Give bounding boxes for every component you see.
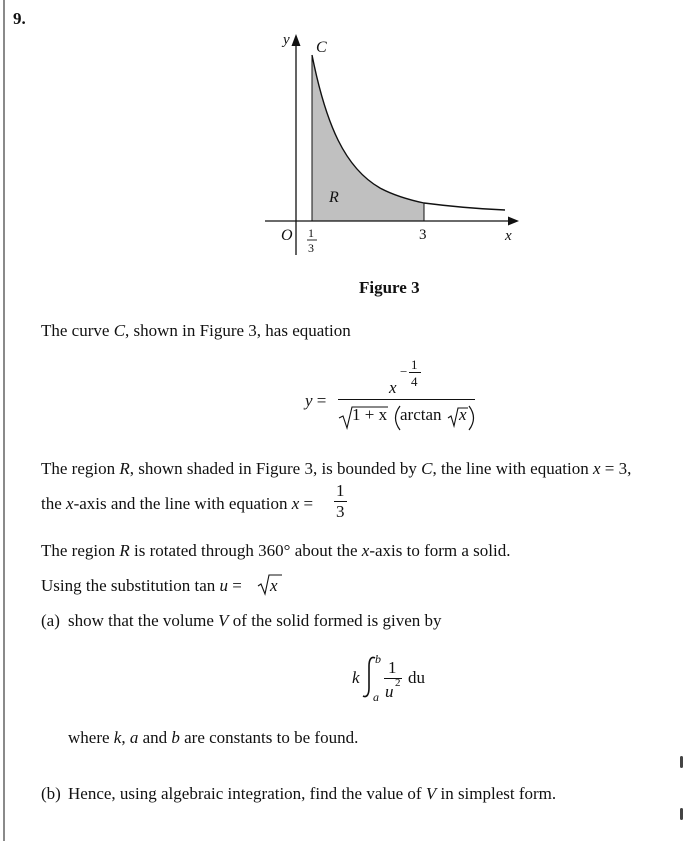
intro-text: The curve C, shown in Figure 3, has equation xyxy=(41,321,351,340)
figure-caption: Figure 3 xyxy=(359,278,420,297)
substitution-text: Using the substitution tan u = xyxy=(41,576,242,595)
integral-denominator-base: u xyxy=(385,682,394,701)
equation-exponent-sign: − xyxy=(400,364,408,379)
equation-denominator-arg: x xyxy=(459,405,467,424)
equation-denominator-root: 1 + x xyxy=(352,405,388,424)
part-b-label: (b) xyxy=(41,784,61,803)
region-text-line1: The region R, shown shaded in Figure 3, is bounded by C, the line with equation x = 3, xyxy=(41,459,632,478)
question-number: 9. xyxy=(13,9,26,28)
right-paren-icon xyxy=(469,406,474,430)
integral-differential: du xyxy=(408,668,425,687)
equation-exponent-den: 4 xyxy=(411,374,418,389)
equation-exponent-num: 1 xyxy=(411,357,418,372)
integral-upper-limit: b xyxy=(375,652,381,666)
equation-numerator-base: x xyxy=(389,378,397,397)
part-a-label: (a) xyxy=(41,611,60,630)
integral-constant-k: k xyxy=(352,668,360,687)
integral-denominator-exponent: 2 xyxy=(395,677,401,689)
integral-lower-limit: a xyxy=(373,690,379,704)
equation-exponent-bar xyxy=(409,372,421,373)
y-axis-arrow-icon xyxy=(292,34,301,46)
tick-label-one-third-den: 3 xyxy=(308,241,314,255)
tick-label-three: 3 xyxy=(419,227,427,243)
part-a-where-text: where k, a and b are constants to be found. xyxy=(68,728,359,747)
y-axis-label: y xyxy=(283,32,290,48)
region-text-line2: the x-axis and the line with equation x = xyxy=(41,494,314,513)
integral-numerator: 1 xyxy=(388,658,397,677)
x-axis-arrow-icon xyxy=(508,217,519,226)
rotation-text: The region R is rotated through 360° about the x-axis to form a solid. xyxy=(41,541,511,560)
figure-3 xyxy=(0,0,683,300)
equation-denominator-arctan: arctan xyxy=(400,405,442,424)
x-axis-label: x xyxy=(505,228,512,244)
equation-main-fraction-bar xyxy=(338,399,475,400)
curve-label-C: C xyxy=(316,39,327,56)
region-label-R: R xyxy=(329,189,339,206)
part-a-text: show that the volume V of the solid formed is given by xyxy=(68,611,442,630)
equation-lhs: y = xyxy=(305,391,327,410)
region-text-fraction xyxy=(334,482,347,521)
substitution-root-arg: x xyxy=(270,576,278,595)
fraction-numerator: 1 xyxy=(336,481,345,500)
origin-label: O xyxy=(281,227,293,244)
part-b-text: Hence, using algebraic integration, find the value of V in simplest form. xyxy=(68,784,557,803)
tick-label-one-third-num: 1 xyxy=(308,226,314,240)
fraction-denominator: 3 xyxy=(336,501,345,521)
